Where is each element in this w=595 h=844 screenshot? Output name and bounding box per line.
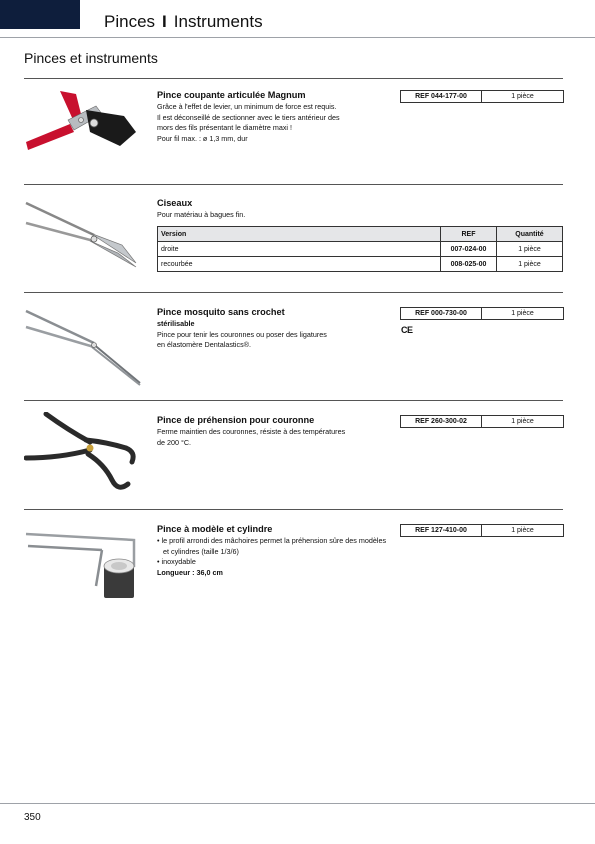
header-title-left: Pinces <box>104 12 156 31</box>
divider <box>24 184 563 185</box>
header-title-right: Instruments <box>173 12 263 31</box>
description-line: Pour fil max. : ø 1,3 mm, dur <box>157 133 248 143</box>
scissors-image <box>24 195 144 277</box>
ref-code: REF 127-410-00 <box>401 525 482 536</box>
ref-quantity: 1 pièce <box>511 310 534 317</box>
description-line: Pour matériau à bagues fin. <box>157 210 246 219</box>
product-cutting-plier <box>157 89 387 144</box>
description-line: en élastomère Dentalastics®. <box>157 340 251 350</box>
product-subtitle: stérilisable <box>157 319 195 328</box>
ref-code: REF 260-300-02 <box>401 416 482 427</box>
ref-quantity: 1 pièce <box>511 418 534 425</box>
variants-table <box>157 226 563 272</box>
bullet-text: le profil arrondi des mâchoires permet la préhension sûre des modèles et cylindres (taille 1/3/6) <box>161 536 387 556</box>
crown-plier-image <box>24 412 144 500</box>
description-line: Pince pour tenir les couronnes ou poser des ligatures <box>157 329 327 339</box>
table-cell: 1 pièce <box>497 257 563 272</box>
bullet-item: • le profil arrondi des mâchoires permet la préhension sûre des modèles et cylindres (taille 1/3/6) <box>157 536 387 556</box>
ref-code: REF 044-177-00 <box>401 91 482 102</box>
ref-code: REF 000-730-00 <box>401 308 482 319</box>
table-cell: 1 pièce <box>497 242 563 257</box>
ref-box <box>400 90 564 103</box>
page-header <box>104 12 263 32</box>
mosquito-plier-image <box>24 303 144 388</box>
product-crown-plier <box>157 414 387 448</box>
table-row <box>158 257 563 272</box>
product-model-plier <box>157 523 387 578</box>
page-number: 350 <box>24 812 41 823</box>
table-cell: 008-025-00 <box>441 257 497 272</box>
table-row <box>158 242 563 257</box>
ref-quantity: 1 pièce <box>511 527 534 534</box>
description-line: Grâce à l'effet de levier, un minimum de force est requis. <box>157 102 337 111</box>
description-line: Ferme maintien des couronnes, résiste à des températures <box>157 427 346 436</box>
footer-divider <box>0 803 595 804</box>
description-line: Il est déconseillé de sectionner avec le tiers antérieur des <box>157 112 340 122</box>
table-header-row <box>158 227 563 242</box>
table-cell: 007-024-00 <box>441 242 497 257</box>
section-title: Pinces et instruments <box>24 50 158 66</box>
product-name: Pince à modèle et cylindre <box>157 524 273 534</box>
ref-box <box>400 307 564 320</box>
product-name: Pince coupante articulée Magnum <box>157 90 306 100</box>
table-header: Version <box>158 227 441 242</box>
bullet-text: inoxydable <box>161 557 196 567</box>
header-corner-block <box>0 0 80 29</box>
product-name: Pince mosquito sans crochet <box>157 307 285 317</box>
cutting-plier-image <box>24 88 144 163</box>
ref-box <box>400 524 564 537</box>
product-length: Longueur : 36,0 cm <box>157 567 223 577</box>
product-name: Pince de préhension pour couronne <box>157 415 315 425</box>
ref-quantity: 1 pièce <box>511 93 534 100</box>
description-line: mors des fils présentant le diamètre maxi ! <box>157 123 293 133</box>
product-scissors <box>157 197 387 221</box>
header-separator: I <box>162 12 167 31</box>
product-mosquito-plier <box>157 306 387 351</box>
divider <box>24 509 563 510</box>
ref-box <box>400 415 564 428</box>
table-cell: droite <box>158 242 441 257</box>
model-plier-image <box>24 520 144 605</box>
description-line: de 200 °C. <box>157 437 192 447</box>
divider <box>24 78 563 79</box>
divider <box>24 400 563 401</box>
table-cell: recourbée <box>158 257 441 272</box>
header-divider <box>0 37 595 38</box>
table-header: REF <box>441 227 497 242</box>
bullet-item: • inoxydable <box>157 557 196 567</box>
product-name: Ciseaux <box>157 198 193 208</box>
ce-mark: CE <box>401 325 413 335</box>
divider <box>24 292 563 293</box>
table-header: Quantité <box>497 227 563 242</box>
